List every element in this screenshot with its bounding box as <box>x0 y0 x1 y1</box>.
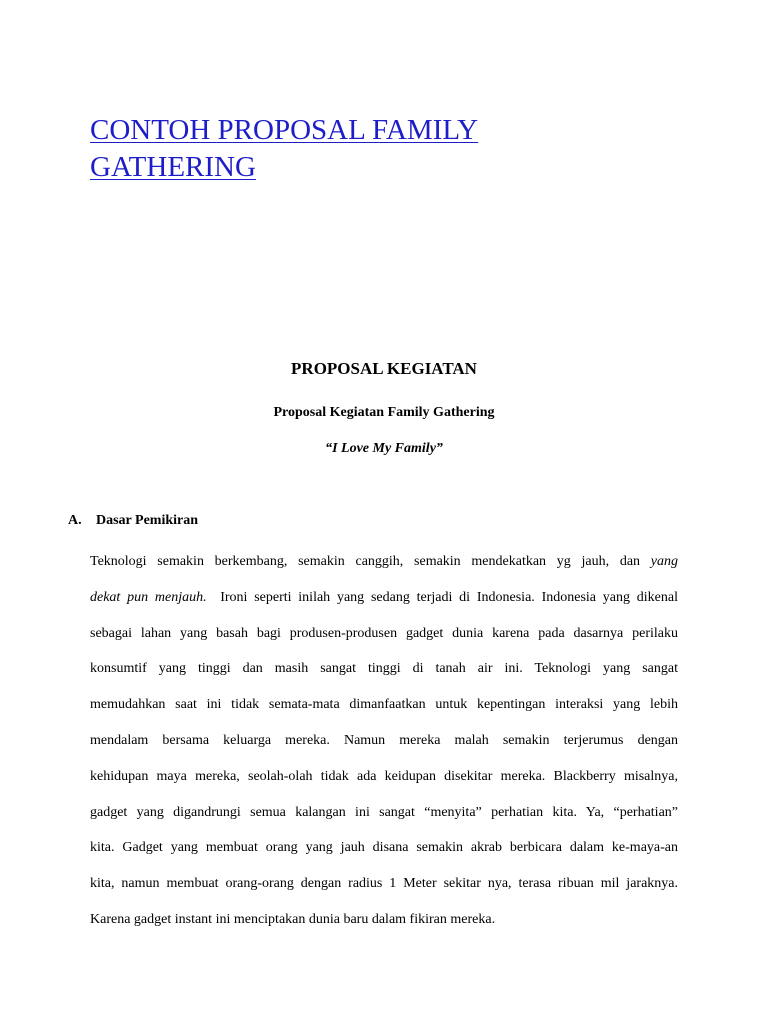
paragraph-line: dekat pun menjauh. Ironi seperti inilah yang sedang terjadi di Indonesia. Indonesia yang dikenal <box>90 589 678 605</box>
section-heading <box>68 512 198 530</box>
paragraph-line: gadget yang digandrungi semua kalangan ini sangat “menyita” perhatian kita. Ya, “perhatian” <box>90 804 678 820</box>
paragraph-line: mendalam bersama keluarga mereka. Namun mereka malah semakin terjerumus dengan <box>90 732 678 748</box>
section-paragraph <box>90 544 678 938</box>
paragraph-line: Teknologi semakin berkembang, semakin canggih, semakin mendekatkan yg jauh, dan yang <box>90 554 679 569</box>
proposal-subtitle: Proposal Kegiatan Family Gathering <box>273 405 495 420</box>
proposal-motto: “I Love My Family” <box>325 441 443 456</box>
paragraph-line: kita, namun membuat orang-orang dengan radius 1 Meter sekitar nya, terasa ribuan mil jaraknya. <box>90 876 678 892</box>
title-line-2[interactable]: GATHERING <box>90 151 256 183</box>
paragraph-line: konsumtif yang tinggi dan masih sangat tinggi di tanah air ini. Teknologi yang sangat <box>90 661 678 677</box>
section-title: Dasar Pemikiran <box>96 513 199 528</box>
document-title-link[interactable] <box>90 112 570 186</box>
proposal-heading: PROPOSAL KEGIATAN <box>291 359 477 378</box>
paragraph-line: Karena gadget instant ini menciptakan dunia baru dalam fikiran mereka. <box>90 911 496 927</box>
paragraph-line: kehidupan maya mereka, seolah-olah tidak ada keidupan disekitar mereka. Blackberry misalnya, <box>90 768 678 784</box>
paragraph-line: memudahkan saat ini tidak semata-mata dimanfaatkan untuk kepentingan interaksi yang lebih <box>90 697 678 713</box>
section-marker: A. <box>68 513 82 528</box>
title-line-1[interactable]: CONTOH PROPOSAL FAMILY <box>90 114 479 146</box>
paragraph-line: sebagai lahan yang basah bagi produsen-produsen gadget dunia karena pada dasarnya perilaku <box>90 625 678 641</box>
paragraph-line: kita. Gadget yang membuat orang yang jauh disana semakin akrab berbicara dalam ke-maya-an <box>90 840 678 856</box>
